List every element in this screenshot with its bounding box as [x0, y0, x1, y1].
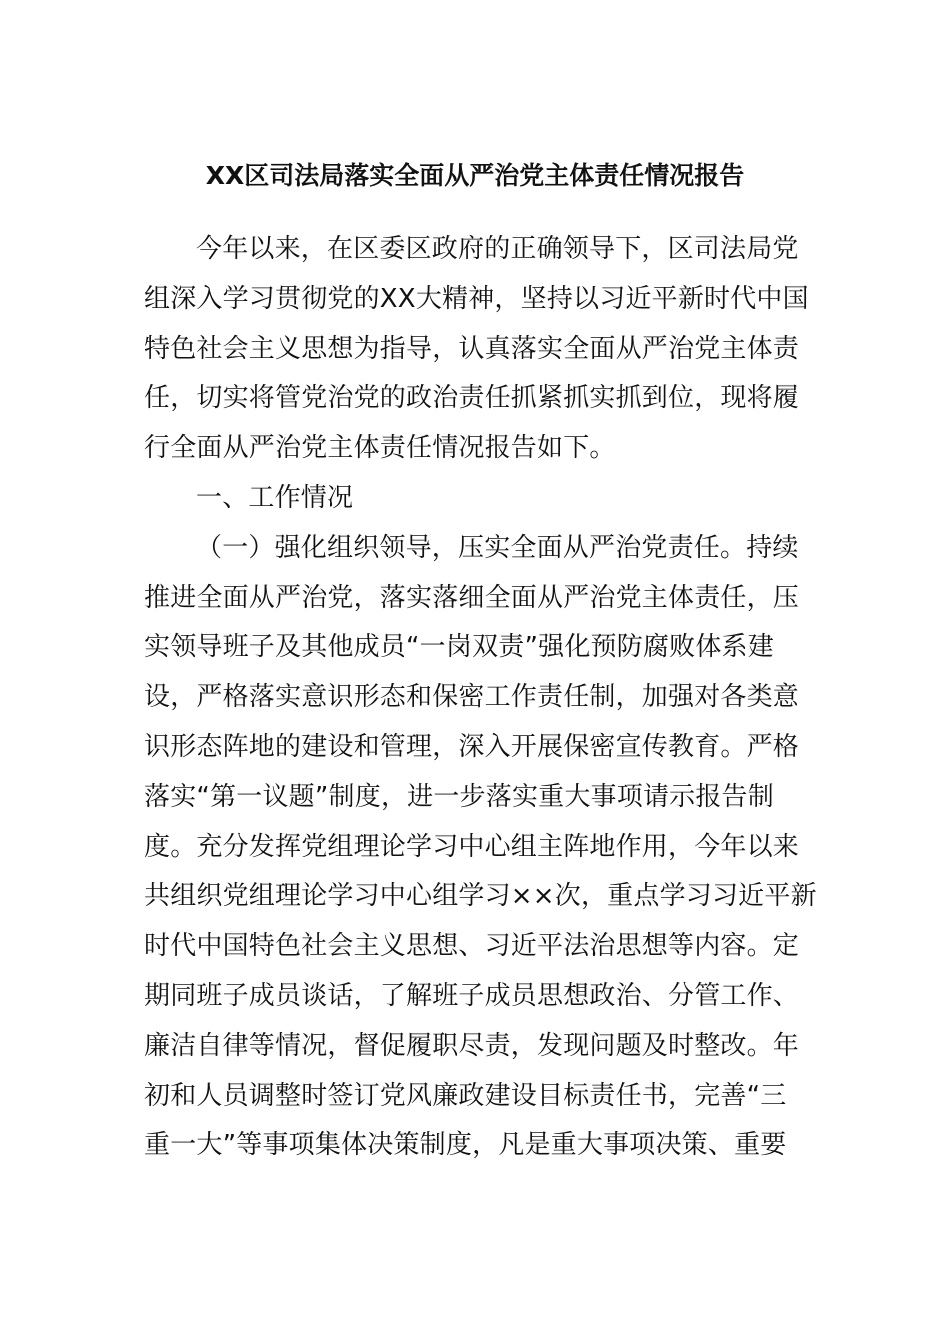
- text-line: 实领导班子及其他成员“一岗双责”强化预防腐败体系建: [144, 632, 774, 663]
- text-line: 设，严格落实意识形态和保密工作责任制，加强对各类意: [144, 682, 800, 713]
- text-line: 期同班子成员谈话，了解班子成员思想政治、分管工作、: [144, 980, 800, 1011]
- text-line: 特色社会主义思想为指导，认真落实全面从严治党主体责: [144, 333, 800, 364]
- document-body: [144, 225, 824, 1171]
- section-heading: 一、工作情况: [196, 482, 354, 513]
- text-line: 今年以来，在区委区政府的正确领导下，区司法局党: [196, 234, 799, 264]
- text-line: 组深入学习贯彻党的XX大精神，坚持以习近平新时代中国: [144, 283, 809, 314]
- text-line: 识形态阵地的建设和管理，深入开展保密宣传教育。严格: [144, 731, 800, 762]
- text-line: 推进全面从严治党，落实落细全面从严治党主体责任，压: [144, 582, 800, 613]
- text-line: 重一大”等事项集体决策制度，凡是重大事项决策、重要: [144, 1130, 787, 1161]
- text-line: 落实“第一议题”制度，进一步落实重大事项请示报告制: [144, 781, 774, 812]
- text-line: 共组织党组理论学习中心组学习××次，重点学习习近平新: [144, 881, 817, 912]
- text-line: 任，切实将管党治党的政治责任抓紧抓实抓到位，现将履: [144, 383, 800, 414]
- text-line: 度。充分发挥党组理论学习中心组主阵地作用，今年以来: [144, 831, 800, 862]
- text-line: 廉洁自律等情况，督促履职尽责，发现问题及时整改。年: [144, 1030, 800, 1061]
- document-title: XX区司法局落实全面从严治党主体责任情况报告: [205, 161, 745, 190]
- text-line: （一）强化组织领导，压实全面从严治党责任。持续: [196, 532, 799, 563]
- text-line: 初和人员调整时签订党风廉政建设目标责任书，完善“三: [144, 1080, 787, 1111]
- text-line: 时代中国特色社会主义思想、习近平法治思想等内容。定: [144, 931, 800, 962]
- text-line: 行全面从严治党主体责任情况报告如下。: [144, 433, 616, 464]
